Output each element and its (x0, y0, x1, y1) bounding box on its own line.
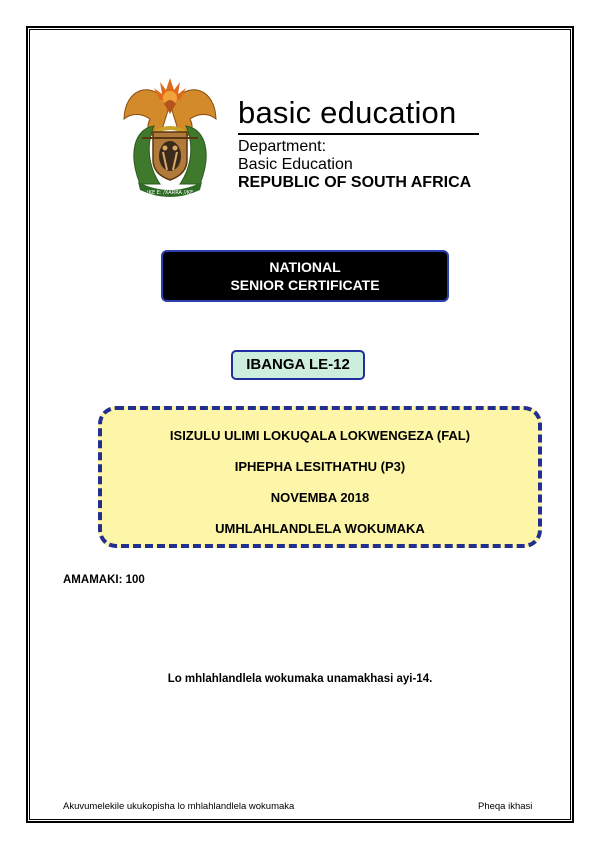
brand-title: basic education (238, 95, 457, 130)
department-label: Department: (238, 138, 327, 155)
brand-divider (238, 133, 479, 135)
certificate-line-1: NATIONAL (269, 259, 341, 275)
country-name: REPUBLIC OF SOUTH AFRICA (238, 174, 472, 191)
footer-turn-page: Pheqa ikhasi (478, 801, 533, 812)
subject-title: ISIZULU ULIMI LOKUQALA LOKWENGEZA (FAL) (169, 428, 471, 443)
footer-copyright-note: Akuvumelekile ukukopisha lo mhlahlandlela wokumaka (63, 801, 295, 812)
coat-of-arms-icon (120, 74, 220, 204)
grade-badge: IBANGA LE-12 (231, 350, 365, 380)
exam-date: NOVEMBA 2018 (270, 490, 370, 505)
document-type: UMHLAHLANDLELA WOKUMAKA (215, 521, 425, 536)
paper-number: IPHEPHA LESITHATHU (P3) (234, 459, 406, 474)
svg-text:!KE E: /XARRA //KE: !KE E: /XARRA //KE (146, 190, 194, 196)
department-name: Basic Education (238, 156, 353, 173)
certificate-line-2: SENIOR CERTIFICATE (230, 277, 380, 293)
certificate-banner (161, 250, 449, 302)
subject-box (98, 406, 542, 548)
total-marks: AMAMAKI: 100 (63, 574, 145, 586)
page-count-note: Lo mhlahlandlela wokumaka unamakhasi ayi-14. (167, 673, 433, 685)
